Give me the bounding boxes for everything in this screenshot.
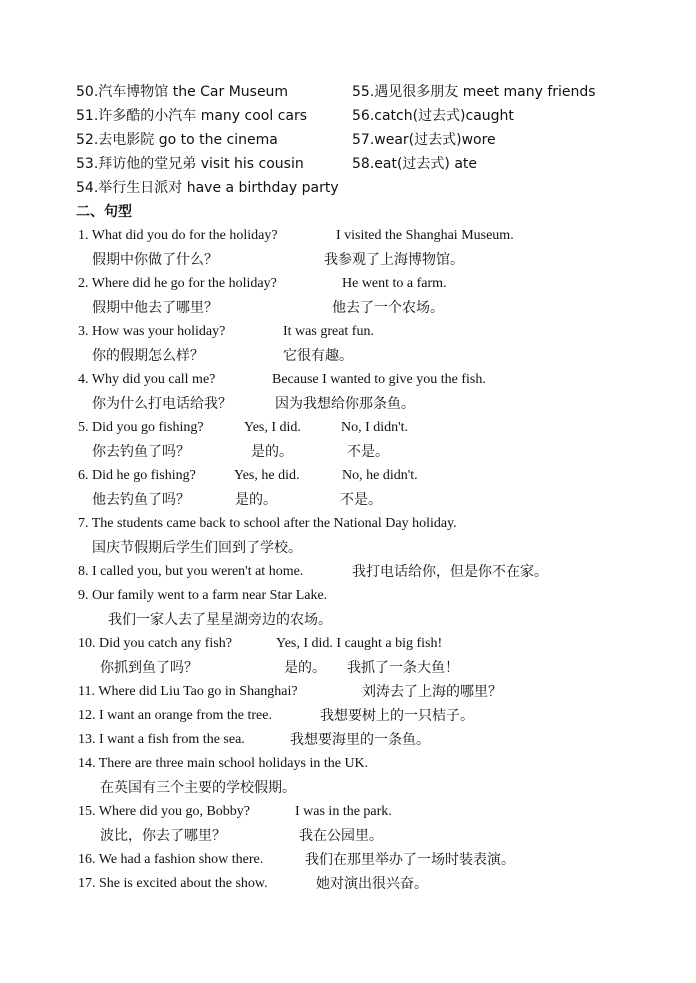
pattern-zh	[76, 392, 676, 416]
question-text: 3. How was your holiday?	[78, 324, 226, 339]
question-translation: 你去钓鱼了吗？	[92, 444, 190, 460]
question-text: 1. What did you do for the holiday?	[78, 228, 278, 243]
section-title: 二、句型	[76, 204, 132, 220]
sentence-text: 13. I want a fish from the sea.	[78, 732, 245, 747]
pattern-zh	[76, 344, 676, 368]
answer-translation: 它很有趣。	[283, 348, 353, 364]
question-translation: 你为什么打电话给我？	[92, 396, 232, 412]
question-translation: 他去钓鱼了吗？	[92, 492, 190, 508]
question-text: 2. Where did he go for the holiday?	[78, 276, 277, 291]
answer-text: Yes, I did. I caught a big fish!	[276, 636, 443, 651]
vocab-item: 53.拜访他的堂兄弟 visit his cousin	[76, 156, 304, 172]
vocab-item: 58.eat(过去式) ate	[352, 156, 478, 172]
question-translation: 你抓到鱼了吗？	[100, 660, 198, 676]
sentence-text: 7. The students came back to school after the National Day holiday.	[78, 516, 457, 531]
vocab-row	[76, 104, 676, 128]
sentence-text: 8. I called you, but you weren't at home.	[78, 564, 304, 579]
sentence-translation: 她对演出很兴奋。	[316, 876, 428, 892]
question-text: 5. Did you go fishing?	[78, 420, 204, 435]
pattern-zh	[76, 824, 676, 848]
vocab-row	[76, 128, 676, 152]
answer-text: Because I wanted to give you the fish.	[272, 372, 486, 387]
sentence-translation: 我打电话给你，但是你不在家。	[352, 564, 548, 580]
question-translation: 假期中他去了哪里？	[92, 300, 218, 316]
question-text: 15. Where did you go, Bobby?	[78, 804, 250, 819]
answer-text: I visited the Shanghai Museum.	[336, 228, 514, 243]
question-translation: 假期中你做了什么？	[92, 252, 218, 268]
answer-text: Yes, I did.	[244, 420, 301, 435]
pattern-zh	[76, 296, 676, 320]
answer-text: Yes, he did.	[234, 468, 300, 483]
pattern-en	[76, 800, 676, 824]
sentence-translation: 我想要海里的一条鱼。	[290, 732, 430, 748]
sentence-translation: 我想要树上的一只桔子。	[320, 708, 474, 724]
vocab-row	[76, 152, 676, 176]
answer-text: I was in the park.	[295, 804, 392, 819]
pattern-zh	[76, 776, 676, 800]
sentence-translation: 我们在那里举办了一场时装表演。	[305, 852, 515, 868]
vocab-item: 51.许多酷的小汽车 many cool cars	[76, 108, 308, 124]
vocab-item: 57.wear(过去式)wore	[352, 132, 496, 148]
sentence-text: 14. There are three main school holidays in the UK.	[78, 756, 369, 771]
pattern-en	[76, 632, 676, 656]
question-translation: 你的假期怎么样？	[92, 348, 204, 364]
question-text: 4. Why did you call me?	[78, 372, 216, 387]
pattern-en	[76, 272, 676, 296]
vocab-row	[76, 176, 676, 200]
answer-translation: 因为我想给你那条鱼。	[275, 396, 415, 412]
sentence-translation: 我们一家人去了星星湖旁边的农场。	[108, 612, 332, 628]
pattern-en	[76, 848, 676, 872]
pattern-en	[76, 584, 676, 608]
answer-text: No, he didn't.	[342, 468, 418, 483]
question-translation: 波比，你去了哪里？	[100, 828, 226, 844]
pattern-zh	[76, 608, 676, 632]
vocab-item: 55.遇见很多朋友 meet many friends	[352, 84, 596, 100]
sentence-translation: 国庆节假期后学生们回到了学校。	[92, 540, 302, 556]
pattern-en	[76, 704, 676, 728]
pattern-en	[76, 416, 676, 440]
pattern-en	[76, 320, 676, 344]
answer-translation: 不是。	[340, 492, 382, 508]
pattern-en	[76, 752, 676, 776]
vocab-row	[76, 80, 676, 104]
pattern-zh	[76, 656, 676, 680]
pattern-en	[76, 512, 676, 536]
vocab-item: 54.举行生日派对 have a birthday party	[76, 180, 339, 196]
answer-translation: 是的。	[284, 660, 326, 676]
pattern-zh	[76, 248, 676, 272]
pattern-en	[76, 464, 676, 488]
vocab-item: 52.去电影院 go to the cinema	[76, 132, 278, 148]
answer-translation: 不是。	[347, 444, 389, 460]
answer-text: He went to a farm.	[342, 276, 447, 291]
sentence-text: 17. She is excited about the show.	[78, 876, 268, 891]
answer-text: No, I didn't.	[341, 420, 409, 435]
answer-text: It was great fun.	[283, 324, 374, 339]
pattern-en	[76, 680, 676, 704]
vocab-list	[76, 80, 676, 200]
answer-translation: 我抓了一条大鱼！	[347, 660, 459, 676]
question-text: 10. Did you catch any fish?	[78, 636, 232, 651]
pattern-zh	[76, 488, 676, 512]
pattern-en	[76, 560, 676, 584]
vocab-item: 56.catch(过去式)caught	[352, 108, 514, 124]
sentence-text: 11. Where did Liu Tao go in Shanghai?	[78, 684, 298, 699]
answer-translation: 我参观了上海博物馆。	[324, 252, 464, 268]
question-text: 6. Did he go fishing?	[78, 468, 196, 483]
vocab-item: 50.汽车博物馆 the Car Museum	[76, 84, 289, 100]
pattern-zh	[76, 440, 676, 464]
pattern-en	[76, 728, 676, 752]
pattern-en	[76, 224, 676, 248]
pattern-en	[76, 368, 676, 392]
sentence-text: 16. We had a fashion show there.	[78, 852, 264, 867]
answer-translation: 他去了一个农场。	[332, 300, 444, 316]
sentence-translation: 刘涛去了上海的哪里？	[362, 684, 502, 700]
answer-translation: 我在公园里。	[299, 828, 383, 844]
answer-translation: 是的。	[235, 492, 277, 508]
sentence-translation: 在英国有三个主要的学校假期。	[100, 780, 296, 796]
sentence-text: 9. Our family went to a farm near Star Lake.	[78, 588, 328, 603]
sentence-patterns	[76, 224, 676, 896]
pattern-en	[76, 872, 676, 896]
pattern-zh	[76, 536, 676, 560]
answer-translation: 是的。	[251, 444, 293, 460]
sentence-text: 12. I want an orange from the tree.	[78, 708, 272, 723]
